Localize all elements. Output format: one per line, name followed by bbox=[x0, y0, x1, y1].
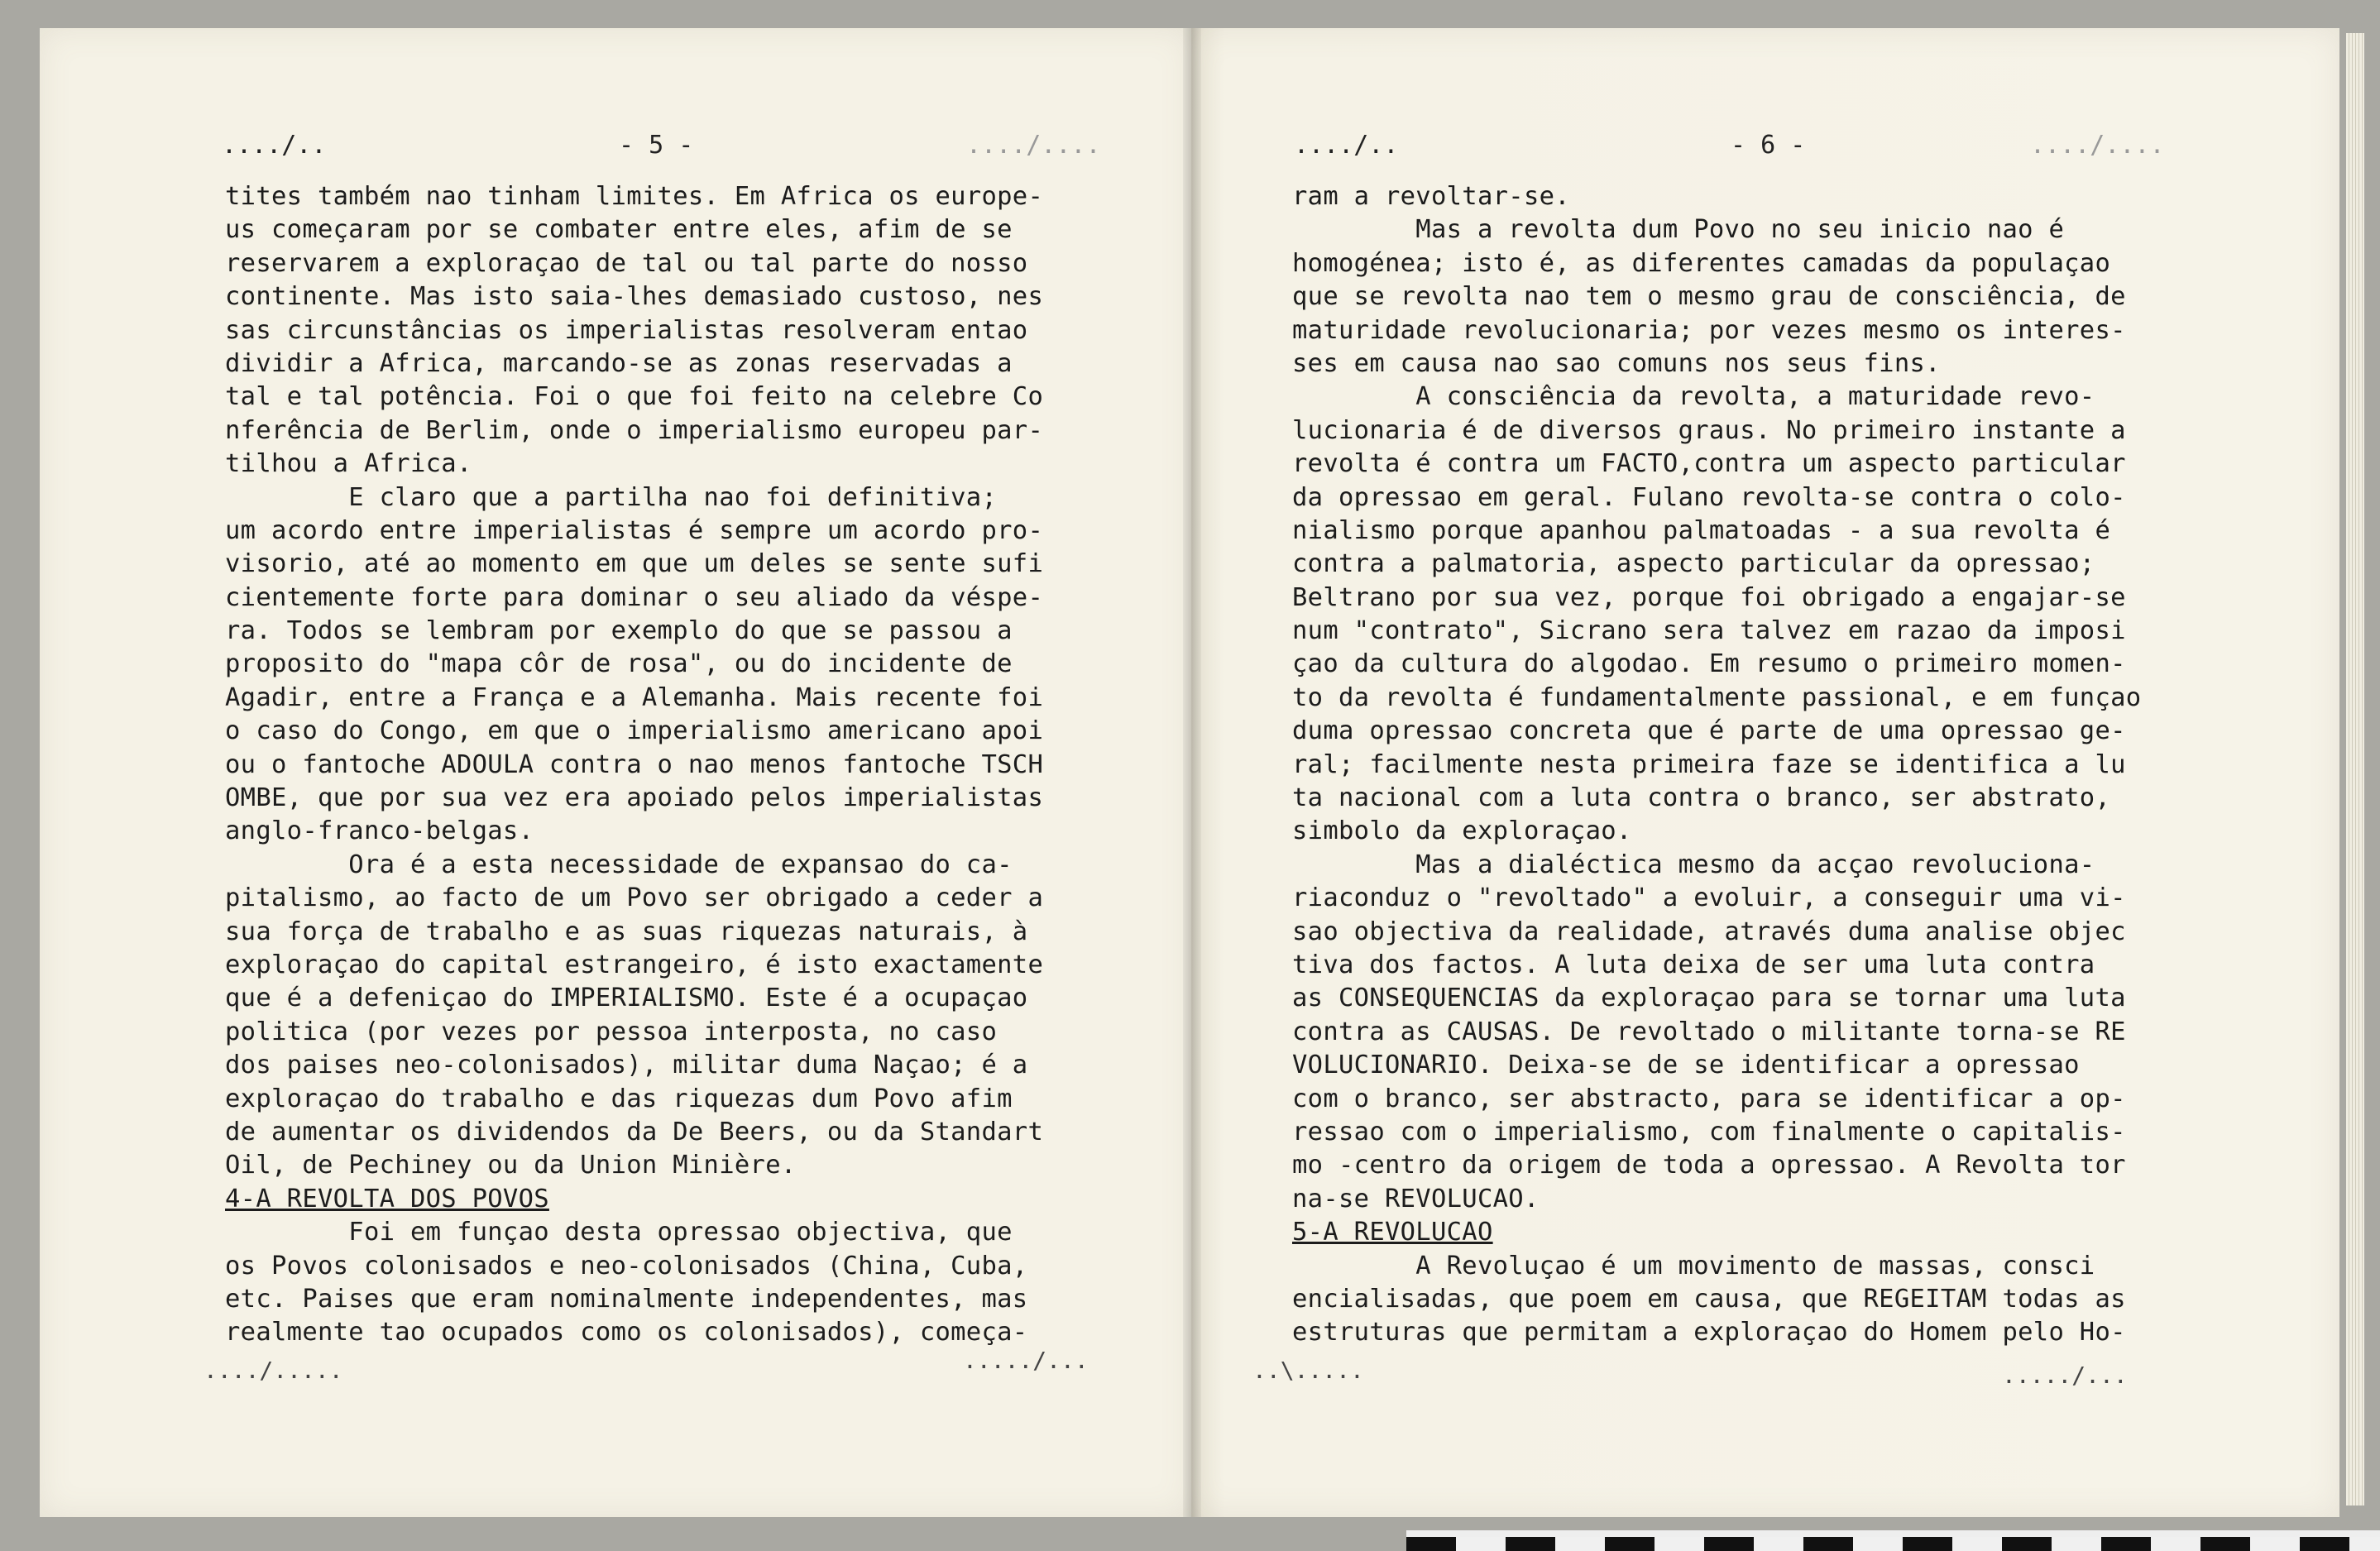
text-line: homogénea; isto é, as diferentes camadas da populaçao bbox=[1292, 248, 2111, 278]
text-line: encialisadas, que poem em causa, que REGEITAM todas as bbox=[1292, 1284, 2126, 1314]
text-line: exploraçao do trabalho e das riquezas dum Povo afim bbox=[225, 1084, 1013, 1113]
section-heading: 4-A REVOLTA DOS POVOS bbox=[225, 1184, 549, 1214]
text-line: ta nacional com a luta contra o branco, ser abstrato, bbox=[1292, 783, 2111, 813]
text-line: tites também nao tinham limites. Em Africa os europe- bbox=[225, 182, 1044, 211]
text-line: ram a revoltar-se. bbox=[1292, 182, 1570, 211]
text-line: A consciência da revolta, a maturidade revo- bbox=[1292, 382, 2095, 412]
text-line: riaconduz o "revoltado" a evoluir, a conseguir uma vi- bbox=[1292, 883, 2126, 913]
text-line: as CONSEQUENCIAS da exploraçao para se tornar uma luta bbox=[1292, 984, 2126, 1013]
text-line: continente. Mas isto saia-lhes demasiado custoso, nes bbox=[225, 282, 1044, 312]
section-heading: 5-A REVOLUCAO bbox=[1292, 1218, 1493, 1247]
text-line: contra a palmatoria, aspecto particular da opressao; bbox=[1292, 549, 2095, 579]
text-line: Mas a revolta dum Povo no seu inicio nao é bbox=[1292, 215, 2065, 245]
text-line: tiva dos factos. A luta deixa de ser uma luta contra bbox=[1292, 950, 2095, 979]
text-line: Mas a dialéctica mesmo da acçao revoluciona- bbox=[1292, 850, 2095, 879]
right-page-number: - 6 - bbox=[1731, 131, 1806, 160]
text-line: anglo-franco-belgas. bbox=[225, 816, 534, 846]
text-line: Beltrano por sua vez, porque foi obrigado a engajar-se bbox=[1292, 582, 2126, 612]
text-line: cientemente forte para dominar o seu aliado da véspe- bbox=[225, 582, 1044, 612]
right-page-header bbox=[0, 131, 2380, 164]
left-header-right: ..../.... bbox=[966, 131, 1101, 160]
text-line: Agadir, entre a França e a Alemanha. Mais recente foi bbox=[225, 682, 1044, 712]
text-line: realmente tao ocupados como os colonisados), começa- bbox=[225, 1318, 1028, 1348]
left-footer-left: ..../..... bbox=[204, 1357, 343, 1384]
text-line: tal e tal potência. Foi o que foi feito na celebre Co bbox=[225, 382, 1044, 412]
text-line: pitalismo, ao facto de um Povo ser obrigado a ceder a bbox=[225, 883, 1044, 913]
text-line: OMBE, que por sua vez era apoiado pelos imperialistas bbox=[225, 783, 1044, 813]
text-line: mo -centro da origem de toda a opressao. A Revolta tor bbox=[1292, 1151, 2126, 1180]
right-header-left: ..../.. bbox=[1294, 131, 1399, 160]
text-line: contra as CAUSAS. De revoltado o militante torna-se RE bbox=[1292, 1017, 2126, 1046]
text-line: us começaram por se combater entre eles, afim de se bbox=[225, 215, 1013, 245]
text-line: exploraçao do capital estrangeiro, é isto exactamente bbox=[225, 950, 1044, 979]
text-line: lucionaria é de diversos graus. No primeiro instante a bbox=[1292, 415, 2126, 445]
text-line: Oil, de Pechiney ou da Union Minière. bbox=[225, 1151, 797, 1180]
text-line: reservarem a exploraçao de tal ou tal parte do nosso bbox=[225, 248, 1028, 278]
text-line: com o branco, ser abstracto, para se identificar a op- bbox=[1292, 1084, 2126, 1113]
right-footer-right: ...../... bbox=[2002, 1362, 2128, 1389]
right-page-text bbox=[1292, 180, 2219, 1350]
text-line: nialismo porque apanhou palmatoadas - a sua revolta é bbox=[1292, 515, 2111, 545]
page-stack-edge bbox=[2346, 33, 2364, 1506]
text-line: num "contrato", Sicrano sera talvez em razao da imposi bbox=[1292, 616, 2126, 646]
text-line: da opressao em geral. Fulano revolta-se contra o colo- bbox=[1292, 482, 2126, 512]
text-line: na-se REVOLUCAO. bbox=[1292, 1184, 1540, 1214]
text-line: dos paises neo-colonisados), militar duma Naçao; é a bbox=[225, 1051, 1028, 1080]
left-footer-right: ...../... bbox=[963, 1347, 1089, 1374]
text-line: etc. Paises que eram nominalmente independentes, mas bbox=[225, 1284, 1028, 1314]
text-line: dividir a Africa, marcando-se as zonas reservadas a bbox=[225, 348, 1013, 378]
text-line: ral; facilmente nesta primeira faze se identifica a lu bbox=[1292, 749, 2126, 779]
text-line: proposito do "mapa côr de rosa", ou do incidente de bbox=[225, 649, 1013, 679]
text-line: sua força de trabalho e as suas riquezas naturais, à bbox=[225, 917, 1028, 946]
book-gutter bbox=[1183, 28, 1201, 1517]
text-line: ou o fantoche ADOULA contra o nao menos fantoche TSCH bbox=[225, 749, 1044, 779]
text-line: os Povos colonisados e neo-colonisados (China, Cuba, bbox=[225, 1251, 1028, 1281]
text-line: VOLUCIONARIO. Deixa-se de se identificar a opressao bbox=[1292, 1051, 2080, 1080]
text-line: maturidade revolucionaria; por vezes mesmo os interes- bbox=[1292, 315, 2126, 345]
text-line: o caso do Congo, em que o imperialismo americano apoi bbox=[225, 716, 1044, 746]
text-line: de aumentar os dividendos da De Beers, ou da Standart bbox=[225, 1117, 1044, 1146]
text-line: A Revoluçao é um movimento de massas, consci bbox=[1292, 1251, 2095, 1281]
text-line: nferência de Berlim, onde o imperialismo europeu par- bbox=[225, 415, 1044, 445]
text-line: E claro que a partilha nao foi definitiva; bbox=[225, 482, 998, 512]
text-line: visorio, até ao momento em que um deles se sente sufi bbox=[225, 549, 1044, 579]
text-line: Ora é a esta necessidade de expansao do ca- bbox=[225, 850, 1013, 879]
left-header-left: ..../.. bbox=[222, 131, 327, 160]
text-line: duma opressao concreta que é parte de uma opressao ge- bbox=[1292, 716, 2126, 746]
text-line: ses em causa nao sao comuns nos seus fins. bbox=[1292, 348, 1941, 378]
left-page-number: - 5 - bbox=[619, 131, 694, 160]
text-line: to da revolta é fundamentalmente passional, e em funçao bbox=[1292, 682, 2142, 712]
text-line: Foi em funçao desta opressao objectiva, que bbox=[225, 1218, 1013, 1247]
text-line: sas circunstâncias os imperialistas resolveram entao bbox=[225, 315, 1028, 345]
text-line: ra. Todos se lembram por exemplo do que se passou a bbox=[225, 616, 1013, 646]
text-line: sao objectiva da realidade, através duma analise objec bbox=[1292, 917, 2126, 946]
text-line: que é a defeniçao do IMPERIALISMO. Este é a ocupaçao bbox=[225, 984, 1028, 1013]
text-line: que se revolta nao tem o mesmo grau de consciência, de bbox=[1292, 282, 2126, 312]
text-line: um acordo entre imperialistas é sempre um acordo pro- bbox=[225, 515, 1044, 545]
right-header-right: ..../.... bbox=[2030, 131, 2165, 160]
text-line: revolta é contra um FACTO,contra um aspecto particular bbox=[1292, 449, 2126, 479]
text-line: tilhou a Africa. bbox=[225, 449, 472, 479]
right-footer-left: ..\..... bbox=[1252, 1357, 1364, 1384]
scale-ruler-top bbox=[1406, 1530, 2380, 1537]
text-line: simbolo da exploraçao. bbox=[1292, 816, 1632, 846]
left-page-text bbox=[225, 180, 1135, 1350]
text-line: estruturas que permitam a exploraçao do Homem pelo Ho- bbox=[1292, 1318, 2126, 1348]
text-line: çao da cultura do algodao. Em resumo o primeiro momen- bbox=[1292, 649, 2126, 679]
text-line: ressao com o imperialismo, com finalmente o capitalis- bbox=[1292, 1117, 2126, 1146]
text-line: politica (por vezes por pessoa interposta, no caso bbox=[225, 1017, 998, 1046]
